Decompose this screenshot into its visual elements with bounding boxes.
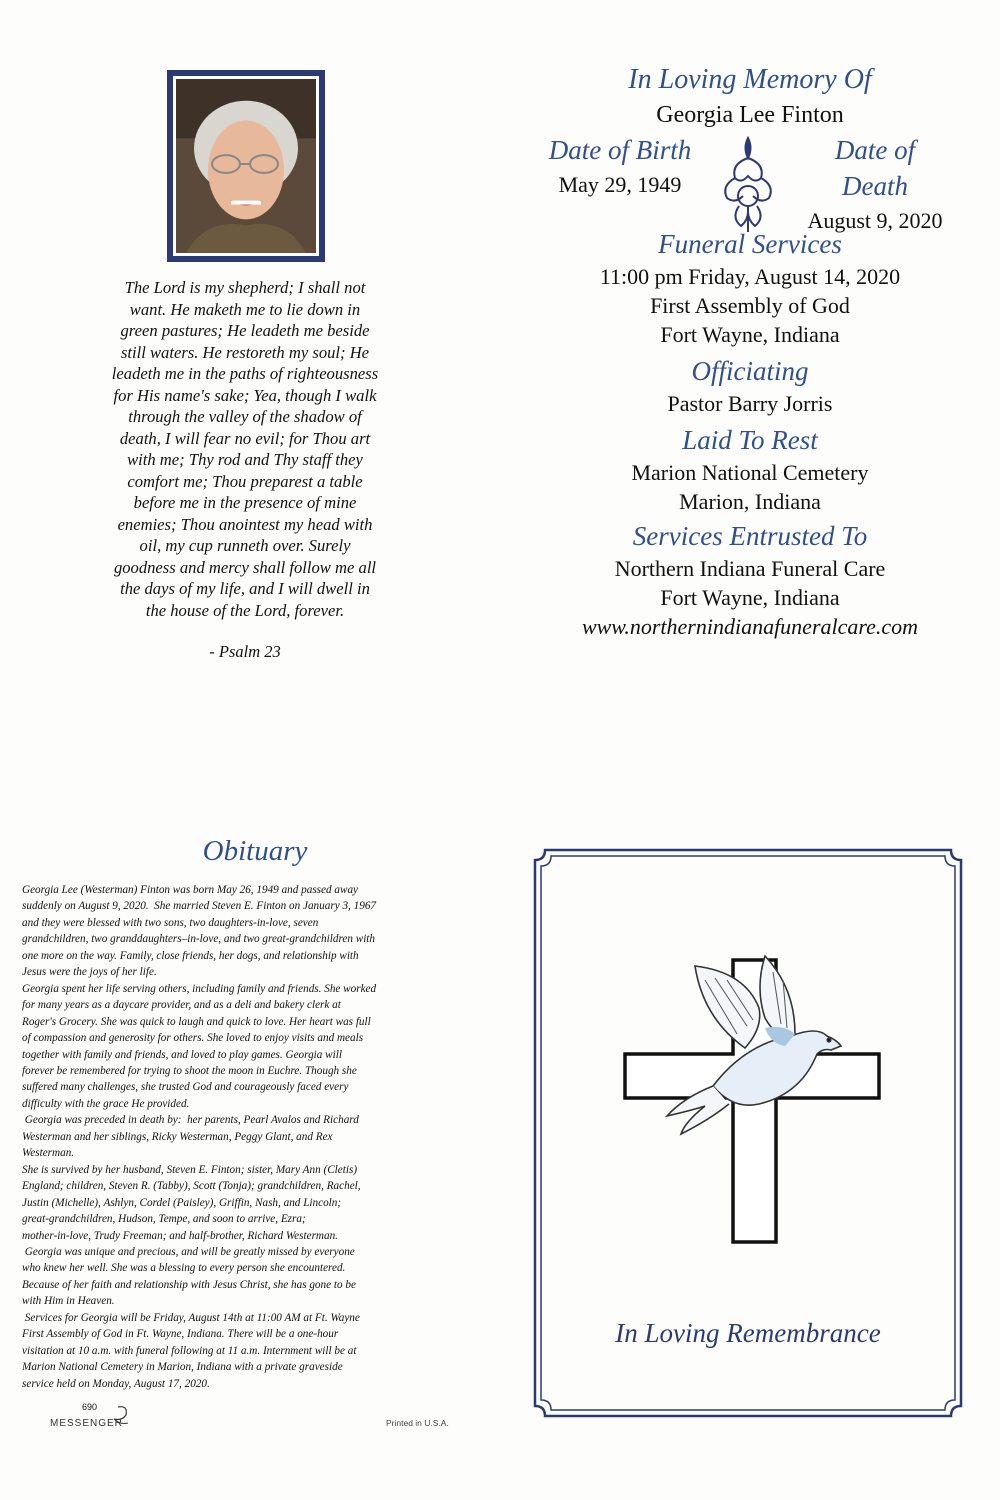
psalm-line: The Lord is my shepherd; I shall not	[124, 278, 366, 297]
funeral-place: First Assembly of God	[650, 293, 850, 318]
obit-body-line: difficulty with the grace He provided.	[22, 1097, 190, 1110]
rest-city: Marion, Indiana	[679, 489, 821, 514]
obituary-text	[22, 882, 477, 1392]
obit-body-line: with Him in Heaven.	[22, 1295, 115, 1308]
psalm-line: for His name's sake; Yea, though I walk	[113, 385, 377, 405]
obit-body-line: England; children, Steven R. (Tabby), Scott (Tonja); grandchildren, Rachel,	[22, 1180, 361, 1193]
death-label: Date of Death	[834, 135, 916, 201]
obit-body-line: one more on the way. Family, close friends, her dogs, and relationship with	[22, 949, 359, 962]
obit-body-line: Westerman and her siblings, Ricky Westerman, Peggy Glant, and Rex	[22, 1130, 333, 1143]
obit-body-line: Because of her faith and relationship with Jesus Christ, she has gone to be	[22, 1278, 356, 1291]
memory-heading: In Loving Memory Of	[628, 64, 872, 95]
death-date: August 9, 2020	[807, 208, 943, 233]
funeral-city: Fort Wayne, Indiana	[660, 322, 840, 347]
funeral-home-website: www.northernindianafuneralcare.com	[581, 614, 919, 639]
birth-label: Date of Birth	[548, 135, 692, 165]
obit-body-line: Georgia was unique and precious, and will be greatly missed by everyone	[22, 1245, 355, 1258]
obit-body-line: visitation at 10 a.m. with funeral following at 11 a.m. Internment will be at	[22, 1344, 357, 1357]
obit-body-line: First Assembly of God in Ft. Wayne, Indiana. There will be a one-hour	[22, 1328, 339, 1341]
psalm-line: with me; Thy rod and Thy staff they	[127, 450, 363, 469]
obit-body-line: Services for Georgia will be Friday, August 14th at 11:00 AM at Ft. Wayne	[22, 1311, 360, 1324]
obit-body-line: and they were blessed with two sons, two daughters-in-love, seven	[22, 916, 319, 929]
obituary-title: Obituary	[202, 835, 308, 867]
birth-date: May 29, 1949	[558, 172, 682, 197]
officiant-name: Pastor Barry Jorris	[667, 391, 833, 416]
funeral-heading: Funeral Services	[658, 229, 842, 259]
obit-body-line: of compassion and generosity for others. She loved to enjoy visits and meals	[22, 1032, 364, 1045]
psalm-line: the days of my life, and I will dwell in	[120, 579, 370, 598]
birth-block	[545, 132, 695, 202]
obit-body-line: Jesus were the joys of her life.	[22, 966, 157, 979]
obit-body-line: for many years as a daycare provider, and as a deli and bakery clerk at	[22, 999, 341, 1012]
psalm-line: comfort me; Thou preparest a table	[127, 471, 363, 491]
portrait-photo	[167, 70, 325, 262]
ornament-icon	[717, 134, 779, 234]
psalm-line: oil, my cup runneth over. Surely	[139, 536, 351, 555]
deceased-name: Georgia Lee Finton	[656, 102, 844, 128]
obit-body-line: who knew her well. She was a blessing to every person she encountered.	[22, 1262, 346, 1275]
obit-body-line: forever be remembered for trying to shoot the moon in Euchre. Though she	[22, 1064, 357, 1077]
obit-body-line: together with family and friends, and loved to play games. Georgia will	[22, 1048, 342, 1061]
obit-body-line: Roger's Grocery. She was quick to laugh and quick to love. Her heart was full	[22, 1015, 371, 1028]
psalm-line: enemies; Thou anointest my head with	[117, 514, 373, 534]
service-details	[545, 62, 955, 641]
cover-title: In Loving Remembrance	[615, 1318, 881, 1348]
obit-body-line: Justin (Michelle), Ashlyn, Cordel (Paisley), Griffin, Nash, and Lincoln;	[22, 1196, 342, 1209]
psalm-line: the house of the Lord, forever.	[145, 600, 345, 620]
rest-heading: Laid To Rest	[682, 425, 818, 455]
printer-number: 690	[82, 1402, 98, 1412]
obit-body-line: great-grandchildren, Hudson, Tempe, and soon to arrive, Ezra;	[22, 1213, 306, 1226]
obit-body-line: service held on Monday, August 17, 2020.	[22, 1377, 210, 1390]
funeral-time: 11:00 pm Friday, August 14, 2020	[599, 264, 901, 289]
psalm-reference: - Psalm 23	[209, 642, 281, 661]
death-block	[800, 132, 950, 238]
obit-body-line: mother-in-love, Trudy Freeman; and half-brother, Richard Westerman.	[22, 1229, 338, 1242]
obit-body-line: suffered many challenges, she trusted God and courageously faced every	[22, 1081, 349, 1094]
funeral-home-name: Northern Indiana Funeral Care	[614, 556, 886, 581]
obit-body-line: Westerman.	[22, 1147, 75, 1160]
obit-body-line: She is survived by her husband, Steven E. Finton; sister, Mary Ann (Cletis)	[22, 1163, 358, 1176]
psalm-line: green pastures; He leadeth me beside	[120, 321, 370, 340]
obit-body-line: suddenly on August 9, 2020. She married Steven E. Finton on January 3, 1967	[22, 900, 377, 913]
portrait-image	[176, 79, 316, 253]
psalm-line: goodness and mercy shall follow me all	[113, 557, 377, 577]
psalm-line: through the valley of the shadow of	[128, 407, 362, 426]
printed-in-label: Printed in U.S.A.	[386, 1418, 449, 1428]
obit-body-line: Georgia Lee (Westerman) Finton was born May 26, 1949 and passed away	[22, 884, 359, 896]
rest-place: Marion National Cemetery	[631, 460, 869, 485]
obit-body-line: Marion National Cemetery in Marion, Indiana with a private graveside	[22, 1361, 343, 1374]
obit-body-line: Georgia spent her life serving others, including family and friends. She worked	[22, 982, 377, 995]
funeral-home-city: Fort Wayne, Indiana	[660, 585, 840, 610]
entrusted-heading: Services Entrusted To	[632, 521, 868, 551]
psalm-line: still waters. He restoreth my soul; He	[120, 342, 370, 362]
printer-name: MESSENGER	[50, 1418, 123, 1429]
dates-block	[545, 132, 955, 232]
psalm-line: leadeth me in the paths of righteousness	[111, 364, 379, 383]
psalm-text	[90, 277, 400, 621]
obit-body-line: Georgia was preceded in death by: her parents, Pearl Avalos and Richard	[22, 1114, 359, 1127]
psalm-line: before me in the presence of mine	[133, 493, 357, 512]
psalm-line: want. He maketh me to lie down in	[129, 299, 361, 319]
officiating-heading: Officiating	[691, 356, 809, 386]
psalm-line: death, I will fear no evil; for Thou art	[119, 428, 371, 448]
obit-body-line: grandchildren, two granddaughters–in-love, and two great-grandchildren with	[22, 933, 376, 946]
